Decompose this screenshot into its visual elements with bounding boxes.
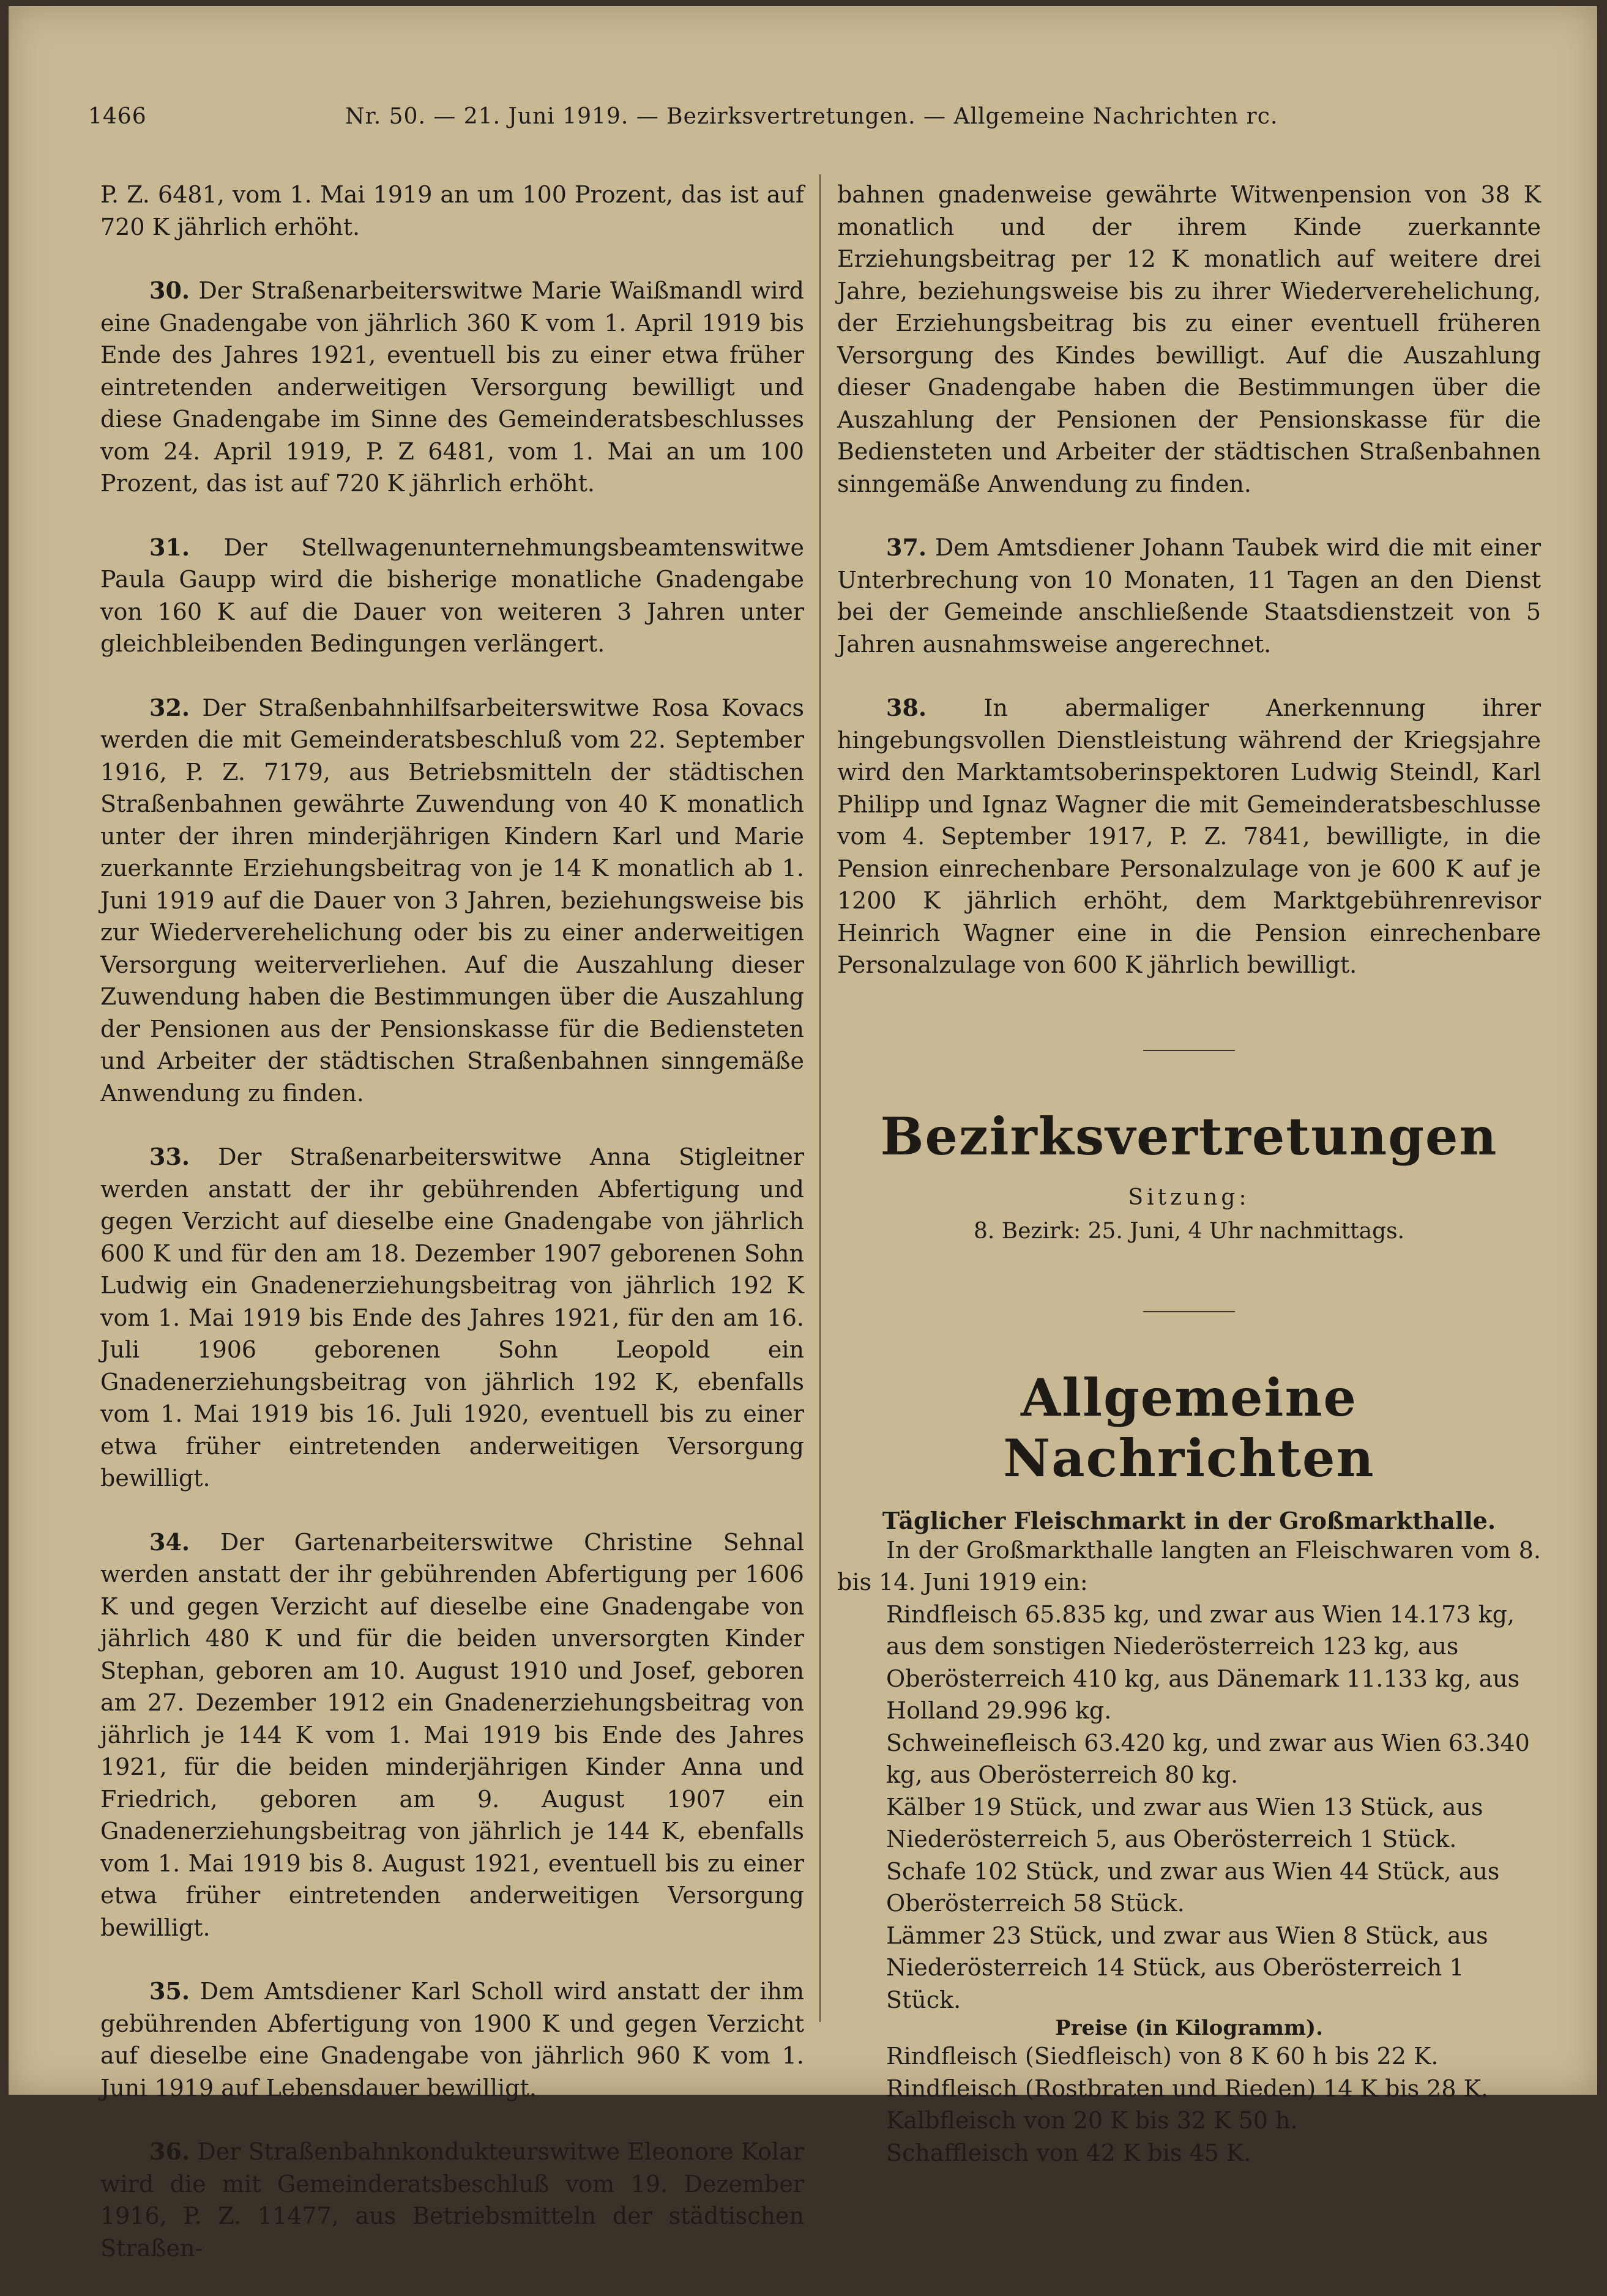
- paragraph-continued: P. Z. 6481, vom 1. Mai 1919 an um 100 Prozent, das ist auf 720 K jährlich erhöht.: [100, 181, 804, 240]
- price-item: Rindfleisch (Rostbraten und Rieden) 14 K bis 28 K.: [886, 2075, 1489, 2102]
- paragraph-number: 33.: [149, 1143, 190, 1170]
- column-divider: [819, 174, 821, 2022]
- paragraph-36: [100, 2136, 804, 2264]
- paragraph-31: [100, 532, 804, 660]
- paragraph-37: [837, 532, 1541, 660]
- price-item: Kalbfleisch von 20 K bis 32 K 50 h.: [886, 2107, 1298, 2134]
- market-item: Schweinefleisch 63.420 kg, und zwar aus Wien 63.340 kg, aus Oberösterreich 80 kg.: [886, 1729, 1530, 1788]
- price-item: Rindfleisch (Siedfleisch) von 8 K 60 h bis 22 K.: [886, 2043, 1439, 2070]
- market-item: Rindfleisch 65.835 kg, und zwar aus Wien 14.173 kg, aus dem sonstigen Niederösterreich 123 kg, aus Oberösterreich 410 kg, aus Dänemark 11.133 kg, aus Holland 29.996 kg.: [886, 1600, 1520, 1724]
- market-item: Schafe 102 Stück, und zwar aus Wien 44 Stück, aus Oberösterreich 58 Stück.: [886, 1857, 1500, 1917]
- paragraph-32: [100, 692, 804, 1110]
- paragraph-number: 36.: [149, 2138, 190, 2165]
- paragraph-text: Der Straßenbahnkondukteurswitwe Eleonore Kolar wird die mit Gemeinderatsbeschluß vom 19. Dezember 1916, P. Z. 11477, aus Betriebsmitteln der städtischen Straßen-: [100, 2138, 804, 2262]
- paragraph-38: [837, 692, 1541, 981]
- paragraph-number: 30.: [149, 277, 190, 304]
- running-head: Nr. 50. — 21. Juni 1919. — Bezirksvertretungen. — Allgemeine Nachrichten rc.: [345, 104, 1278, 129]
- paragraph-number: 32.: [149, 693, 190, 721]
- paragraph-text: Dem Amtsdiener Johann Taubek wird die mit einer Unterbrechung von 10 Monaten, 11 Tagen an den Dienst bei der Gemeinde anschließende Staatsdienstzeit von 5 Jahren ausnahmsweise angerechnet.: [837, 534, 1541, 658]
- paragraph-36-continued: bahnen gnadenweise gewährte Witwenpension von 38 K monatlich und der ihrem Kinde zuerkannte Erziehungsbeitrag per 12 K monatlich auf weitere drei Jahre, beziehungsweise bis zu ihrer Wiederverehelichung, der Erziehungsbeitrag bis zu einer eventuell früheren Versorgung des Kindes bewilligt. Auf die Auszahlung dieser Gnadengabe haben die Bestimmungen über die Auszahlung der Pensionen der Pensionskasse für die Bediensteten und Arbeiter der städtischen Straßenbahnen sinngemäße Anwendung zu finden.: [837, 181, 1541, 497]
- left-column: [100, 179, 804, 2296]
- paragraph-text: Der Stellwagenunternehmungsbeamtenswitwe Paula Gaupp wird die bisherige monatliche Gnadengabe von 160 K auf die Dauer von weiteren 3 Jahren unter gleichbleibenden Bedingungen verlängert.: [100, 533, 804, 657]
- market-subheading: Täglicher Fleischmarkt in der Großmarkthalle.: [882, 1506, 1496, 1534]
- paragraph-text: Dem Amtsdiener Karl Scholl wird anstatt der ihm gebührenden Abfertigung von 1900 K und gegen Verzicht auf dieselbe eine Gnadengabe von jährlich 960 K vom 1. Juni 1919 auf Lebensdauer bewilligt.: [100, 1978, 804, 2101]
- price-item: Schaffleisch von 42 K bis 45 K.: [886, 2139, 1251, 2166]
- section-title-bezirksvertretungen: Bezirksvertretungen: [880, 1105, 1498, 1167]
- newspaper-page: [9, 6, 1597, 2262]
- paragraph-number: 31.: [149, 533, 190, 561]
- paragraph-number: 38.: [886, 694, 927, 721]
- paragraph-text: Der Straßenarbeiterswitwe Marie Waißmandl wird eine Gnadengabe von jährlich 360 K vom 1. April 1919 bis Ende des Jahres 1921, eventuell bis zu einer etwa früher eintretenden anderweitigen Versorgung bewilligt und diese Gnadengabe im Sinne des Gemeinderatsbeschlusses vom 24. April 1919, P. Z 6481, vom 1. Mai an um 100 Prozent, das ist auf 720 K jährlich erhöht.: [100, 277, 804, 497]
- paragraph-text: Der Straßenarbeiterswitwe Anna Stigleitner werden anstatt der ihr gebührenden Abfertigung und gegen Verzicht auf dieselbe eine Gnadengabe von jährlich 600 K und für den am 18. Dezember 1907 geborenen Sohn Ludwig ein Gnadenerziehungsbeitrag von jährlich 192 K vom 1. Mai 1919 bis Ende des Jahres 1921, für den am 16. Juli 1906 geborenen Sohn Leopold ein Gnadenerziehungsbeitrag von jährlich 192 K, ebenfalls vom 1. Mai 1919 bis 16. Juli 1920, eventuell bis zu einer etwa früher eintretenden anderweitigen Versorgung bewilligt.: [100, 1143, 804, 1492]
- paragraph-35: [100, 1975, 804, 2104]
- paragraph-text: Der Gartenarbeiterswitwe Christine Sehnal werden anstatt der ihr gebührenden Abfertigung per 1606 K und gegen Verzicht auf dieselbe eine Gnadengabe von jährlich 480 K und für die beiden unversorgten Kinder Stephan, geboren am 10. August 1910 und Josef, geboren am 27. Dezember 1912 ein Gnadenerziehungsbeitrag von jährlich je 144 K vom 1. Mai 1919 bis Ende des Jahres 1921, für die beiden minderjährigen Kinder Anna und Friedrich, geboren am 9. August 1907 ein Gnadenerziehungsbeitrag von jährlich je 144 K, ebenfalls vom 1. Mai 1919 bis 8. August 1921, eventuell bis zu einer etwa früher eintretenden anderweitigen Versorgung bewilligt.: [100, 1528, 804, 1941]
- paragraph-text: In abermaliger Anerkennung ihrer hingebungsvollen Dienstleistung während der Kriegsjahre wird den Marktamtsoberinspektoren Ludwig Steindl, Karl Philipp und Ignaz Wagner die mit Gemeinderatsbeschlusse vom 4. September 1917, P. Z. 7841, bewilligte, in die Pension einrechenbare Personalzulage von je 600 K auf je 1200 K jährlich erhöht, dem Marktgebührenrevisor Heinrich Wagner eine in die Pension einrechenbare Personalzulage von 600 K jährlich bewilligt.: [837, 694, 1541, 978]
- paragraph-number: 37.: [886, 533, 927, 561]
- market-item: Lämmer 23 Stück, und zwar aus Wien 8 Stück, aus Niederösterreich 14 Stück, aus Oberösterreich 1 Stück.: [886, 1922, 1488, 2013]
- paragraph-text: Der Straßenbahnhilfsarbeiterswitwe Rosa Kovacs werden die mit Gemeinderatsbeschluß vom 22. September 1916, P. Z. 7179, aus Betriebsmitteln der städtischen Straßenbahnen gewährte Zuwendung von 40 K monatlich unter der ihren minderjährigen Kindern Karl und Marie zuerkannte Erziehungsbeitrag von je 14 K monatlich ab 1. Juni 1919 auf die Dauer von 3 Jahren, beziehungsweise bis zur Wiederverehelichung oder bis zu einer anderweitigen Versorgung weiterverliehen. Auf die Auszahlung dieser Zuwendung haben die Bestimmungen über die Auszahlung der Pensionen aus der Pensionskasse für die Bediensteten und Arbeiter der städtischen Straßenbahnen sinngemäße Anwendung zu finden.: [100, 694, 804, 1107]
- section-title-allgemeine-nachrichten: Allgemeine Nachrichten: [1003, 1367, 1375, 1488]
- paragraph-34: [100, 1526, 804, 1944]
- page-number: 1466: [88, 104, 147, 129]
- paragraph-number: 34.: [149, 1528, 190, 1556]
- paragraph-33: [100, 1141, 804, 1495]
- market-intro: In der Großmarkthalle langten an Fleischwaren vom 8. bis 14. Juni 1919 ein:: [837, 1536, 1541, 1596]
- prices-heading: Preise (in Kilogramm).: [1055, 2016, 1323, 2040]
- sitzung-label: Sitzung:: [1128, 1184, 1250, 1210]
- right-column: [837, 179, 1541, 2169]
- paragraph-number: 35.: [149, 1977, 190, 2005]
- paragraph-30: [100, 275, 804, 500]
- sitzung-line: 8. Bezirk: 25. Juni, 4 Uhr nachmittags.: [973, 1218, 1405, 1244]
- market-item: Kälber 19 Stück, und zwar aus Wien 13 Stück, aus Niederösterreich 5, aus Oberösterreich 1 Stück.: [886, 1793, 1483, 1852]
